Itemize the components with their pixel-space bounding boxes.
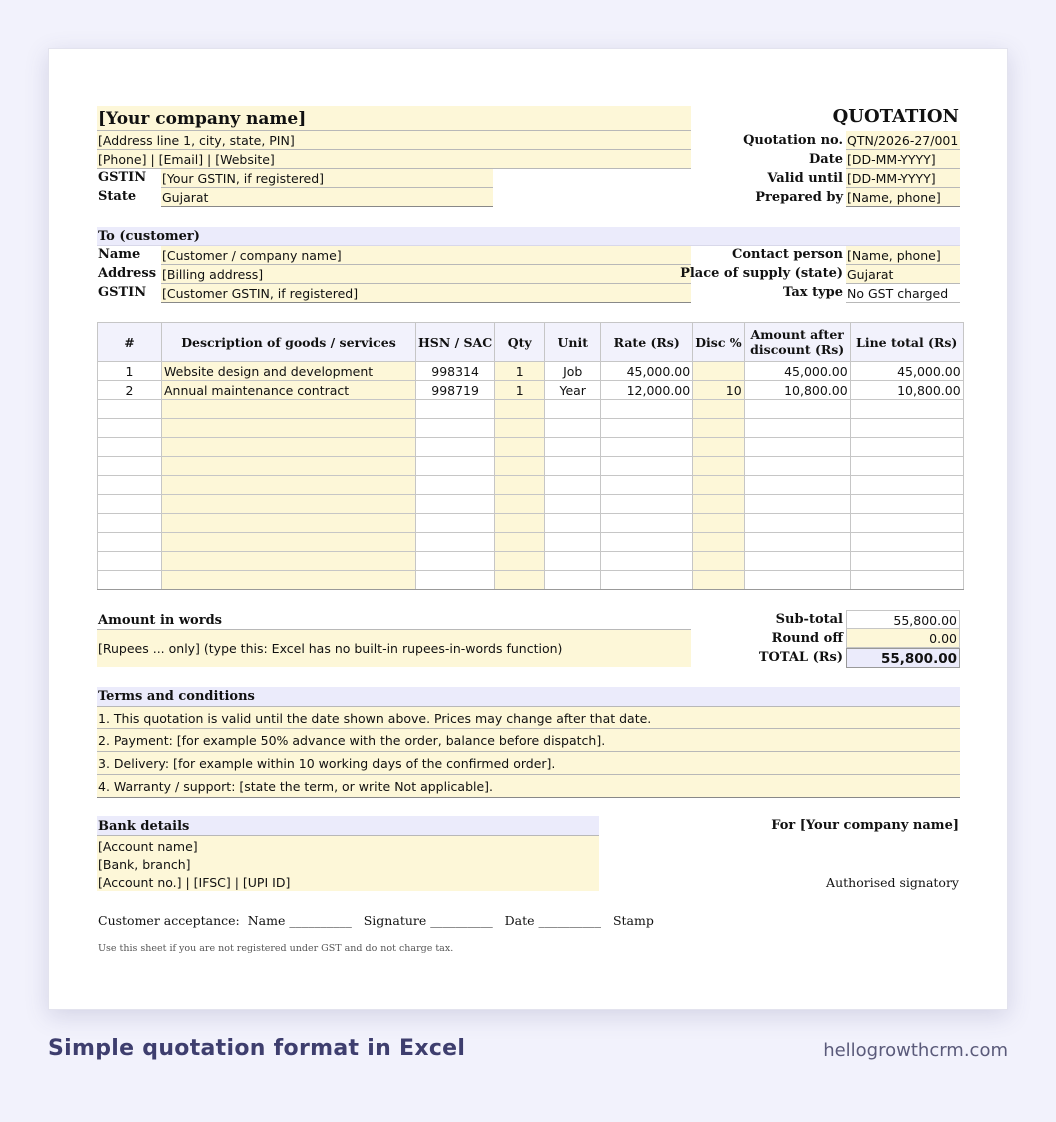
table-cell[interactable] <box>162 514 416 533</box>
tax-type-label: Tax type <box>782 285 843 300</box>
table-cell[interactable] <box>545 457 601 476</box>
table-cell[interactable] <box>495 552 545 571</box>
date-label: Date <box>809 152 843 167</box>
terms-line-1[interactable]: 1. This quotation is valid until the date shown above. Prices may change after that date. <box>97 706 960 729</box>
table-cell[interactable] <box>545 400 601 419</box>
terms-line-3[interactable]: 3. Delivery: [for example within 10 working days of the confirmed order]. <box>97 752 960 775</box>
subtotal-label: Sub-total <box>775 612 843 627</box>
table-cell[interactable]: 1 <box>495 381 545 400</box>
table-row <box>98 476 964 495</box>
table-cell[interactable] <box>162 438 416 457</box>
subtotal-value[interactable]: 55,800.00 <box>846 610 960 629</box>
table-cell[interactable] <box>850 438 963 457</box>
items-col-header: Rate (Rs) <box>601 323 693 362</box>
quotation-no-field[interactable]: QTN/2026-27/001 <box>847 133 959 148</box>
table-cell[interactable] <box>545 571 601 590</box>
table-cell[interactable] <box>495 438 545 457</box>
table-cell[interactable] <box>850 419 963 438</box>
table-cell[interactable] <box>416 552 495 571</box>
quotation-sheet <box>48 48 1008 1010</box>
items-col-header: Qty <box>495 323 545 362</box>
amount-in-words-label: Amount in words <box>97 611 691 630</box>
terms-header: Terms and conditions <box>97 687 960 706</box>
table-cell[interactable]: Annual maintenance contract <box>162 381 416 400</box>
place-of-supply-label: Place of supply (state) <box>680 266 843 281</box>
table-cell[interactable] <box>545 552 601 571</box>
table-cell[interactable]: 10,800.00 <box>850 381 963 400</box>
table-cell[interactable] <box>495 495 545 514</box>
table-cell[interactable]: Job <box>545 362 601 381</box>
bank-account-details: [Account no.] | [IFSC] | [UPI ID] <box>98 875 291 890</box>
table-cell[interactable] <box>693 571 744 590</box>
table-cell[interactable] <box>495 514 545 533</box>
table-cell[interactable] <box>693 419 744 438</box>
table-cell[interactable] <box>744 495 850 514</box>
place-of-supply-field[interactable]: Gujarat <box>846 265 960 284</box>
table-cell[interactable] <box>495 419 545 438</box>
table-cell[interactable] <box>162 457 416 476</box>
table-cell[interactable] <box>693 362 744 381</box>
table-cell[interactable] <box>416 476 495 495</box>
table-cell[interactable]: 45,000.00 <box>744 362 850 381</box>
table-cell[interactable] <box>601 400 693 419</box>
doc-title: QUOTATION <box>832 106 959 127</box>
table-cell[interactable] <box>744 514 850 533</box>
table-cell[interactable] <box>601 457 693 476</box>
table-cell[interactable] <box>545 533 601 552</box>
table-cell[interactable] <box>495 457 545 476</box>
bank-account-name: [Account name] <box>98 839 198 854</box>
table-cell[interactable] <box>495 571 545 590</box>
table-cell[interactable] <box>98 533 162 552</box>
table-cell[interactable] <box>545 419 601 438</box>
table-cell[interactable]: 1 <box>495 362 545 381</box>
company-name[interactable]: [Your company name] <box>97 106 691 131</box>
tax-type-field[interactable]: No GST charged <box>846 284 960 303</box>
customer-gstin-label: GSTIN <box>98 285 147 300</box>
bank-branch: [Bank, branch] <box>98 857 191 872</box>
seller-gstin-label: GSTIN <box>98 170 147 185</box>
company-address[interactable]: [Address line 1, city, state, PIN] <box>97 131 691 150</box>
table-cell[interactable] <box>495 400 545 419</box>
table-cell[interactable] <box>850 571 963 590</box>
table-cell[interactable] <box>850 400 963 419</box>
table-cell[interactable] <box>601 552 693 571</box>
terms-line-2[interactable]: 2. Payment: [for example 50% advance with the order, balance before dispatch]. <box>97 729 960 752</box>
table-cell[interactable] <box>744 571 850 590</box>
table-cell[interactable] <box>850 533 963 552</box>
table-cell[interactable] <box>416 571 495 590</box>
valid-until-label: Valid until <box>767 171 843 186</box>
table-cell[interactable] <box>545 438 601 457</box>
table-cell[interactable] <box>416 514 495 533</box>
table-cell[interactable] <box>744 552 850 571</box>
table-cell[interactable] <box>850 495 963 514</box>
items-col-header: Disc % <box>693 323 744 362</box>
table-cell[interactable] <box>416 419 495 438</box>
table-cell[interactable] <box>416 457 495 476</box>
site-url[interactable]: hellogrowthcrm.com <box>823 1040 1008 1061</box>
items-col-header: # <box>98 323 162 362</box>
seller-state-label: State <box>98 189 137 204</box>
table-row <box>98 419 964 438</box>
items-table <box>97 322 964 590</box>
table-cell[interactable]: 998314 <box>416 362 495 381</box>
items-col-header: Unit <box>545 323 601 362</box>
table-row <box>98 495 964 514</box>
table-cell[interactable] <box>850 514 963 533</box>
table-cell[interactable] <box>693 400 744 419</box>
table-cell[interactable] <box>693 514 744 533</box>
table-cell[interactable] <box>98 476 162 495</box>
table-cell[interactable] <box>98 495 162 514</box>
bank-details-field[interactable] <box>97 836 599 891</box>
caption-title: Simple quotation format in Excel <box>48 1036 466 1061</box>
table-cell[interactable] <box>162 552 416 571</box>
for-company-label: For [Your company name] <box>771 818 959 833</box>
table-cell[interactable] <box>416 495 495 514</box>
table-cell[interactable] <box>416 533 495 552</box>
table-cell[interactable]: 45,000.00 <box>601 362 693 381</box>
seller-gstin-field[interactable]: [Your GSTIN, if registered] <box>161 169 493 188</box>
contact-person-label: Contact person <box>732 247 843 262</box>
table-cell[interactable] <box>98 400 162 419</box>
table-cell[interactable]: 1 <box>98 362 162 381</box>
customer-name-field[interactable]: [Customer / company name] <box>161 246 691 265</box>
table-cell[interactable] <box>545 495 601 514</box>
table-cell[interactable] <box>601 438 693 457</box>
table-row <box>98 552 964 571</box>
table-cell[interactable] <box>693 438 744 457</box>
table-cell[interactable] <box>416 400 495 419</box>
table-cell[interactable] <box>98 552 162 571</box>
table-cell[interactable] <box>162 495 416 514</box>
table-cell[interactable]: 45,000.00 <box>850 362 963 381</box>
customer-address-field[interactable]: [Billing address] <box>161 265 691 284</box>
bank-header: Bank details <box>97 816 599 836</box>
table-cell[interactable] <box>744 438 850 457</box>
round-off-value[interactable]: 0.00 <box>846 629 960 648</box>
table-cell[interactable]: 2 <box>98 381 162 400</box>
table-cell[interactable] <box>744 533 850 552</box>
table-cell[interactable] <box>601 571 693 590</box>
table-cell[interactable] <box>601 533 693 552</box>
table-cell[interactable] <box>601 419 693 438</box>
table-cell[interactable]: 10,800.00 <box>744 381 850 400</box>
table-cell[interactable] <box>744 476 850 495</box>
quotation-no-label: Quotation no. <box>743 133 843 148</box>
table-cell[interactable] <box>98 571 162 590</box>
items-col-header: Amount after discount (Rs) <box>744 323 850 362</box>
table-cell[interactable] <box>416 438 495 457</box>
table-row <box>98 571 964 590</box>
table-cell[interactable] <box>545 476 601 495</box>
table-cell[interactable] <box>744 457 850 476</box>
contact-person-field[interactable]: [Name, phone] <box>846 246 960 265</box>
total-value[interactable]: 55,800.00 <box>846 648 960 668</box>
table-row <box>98 438 964 457</box>
table-cell[interactable] <box>162 533 416 552</box>
table-cell[interactable] <box>162 476 416 495</box>
table-cell[interactable] <box>601 514 693 533</box>
table-row <box>98 533 964 552</box>
table-cell[interactable] <box>495 533 545 552</box>
seller-state-field[interactable]: Gujarat <box>161 188 493 207</box>
total-label: TOTAL (Rs) <box>758 650 843 665</box>
customer-name-label: Name <box>98 247 141 262</box>
company-contact[interactable]: [Phone] | [Email] | [Website] <box>97 150 691 169</box>
table-row <box>98 457 964 476</box>
table-row <box>98 381 964 400</box>
table-cell[interactable] <box>98 514 162 533</box>
table-cell[interactable] <box>162 419 416 438</box>
date-field[interactable]: [DD-MM-YYYY] <box>846 150 960 169</box>
table-cell[interactable] <box>850 552 963 571</box>
table-cell[interactable] <box>98 457 162 476</box>
table-cell[interactable] <box>98 438 162 457</box>
table-row <box>98 514 964 533</box>
table-cell[interactable]: 12,000.00 <box>601 381 693 400</box>
table-row <box>98 400 964 419</box>
table-cell[interactable] <box>693 533 744 552</box>
customer-acceptance-line: Customer acceptance: Name __________ Signature __________ Date __________ Stamp <box>98 913 654 928</box>
table-cell[interactable]: 10 <box>693 381 744 400</box>
table-cell[interactable] <box>693 552 744 571</box>
table-cell[interactable] <box>744 400 850 419</box>
customer-section-header: To (customer) <box>97 227 960 246</box>
table-cell[interactable] <box>693 457 744 476</box>
prepared-by-label: Prepared by <box>755 190 843 205</box>
footnote: Use this sheet if you are not registered under GST and do not charge tax. <box>98 943 454 954</box>
round-off-label: Round off <box>771 631 843 646</box>
valid-until-field[interactable]: [DD-MM-YYYY] <box>846 169 960 188</box>
table-cell[interactable]: Year <box>545 381 601 400</box>
table-cell[interactable] <box>98 419 162 438</box>
prepared-by-field[interactable]: [Name, phone] <box>846 188 960 207</box>
amount-in-words-field[interactable]: [Rupees ... only] (type this: Excel has no built-in rupees-in-words function) <box>97 630 691 667</box>
table-cell[interactable] <box>850 476 963 495</box>
items-header-row <box>98 323 964 362</box>
customer-address-label: Address <box>98 266 157 281</box>
customer-gstin-field[interactable]: [Customer GSTIN, if registered] <box>161 284 691 303</box>
authorised-signatory-label: Authorised signatory <box>826 875 959 890</box>
table-cell[interactable]: 998719 <box>416 381 495 400</box>
table-row <box>98 362 964 381</box>
table-cell[interactable] <box>601 495 693 514</box>
items-col-header: HSN / SAC <box>416 323 495 362</box>
table-cell[interactable] <box>545 514 601 533</box>
table-cell[interactable] <box>693 495 744 514</box>
items-body <box>98 362 964 590</box>
table-cell[interactable] <box>601 476 693 495</box>
items-col-header: Line total (Rs) <box>850 323 963 362</box>
table-cell[interactable] <box>162 400 416 419</box>
table-cell[interactable]: Website design and development <box>162 362 416 381</box>
table-cell[interactable] <box>495 476 545 495</box>
table-cell[interactable] <box>162 571 416 590</box>
items-col-header: Description of goods / services <box>162 323 416 362</box>
table-cell[interactable] <box>744 419 850 438</box>
table-cell[interactable] <box>693 476 744 495</box>
terms-line-4[interactable]: 4. Warranty / support: [state the term, or write Not applicable]. <box>97 775 960 798</box>
table-cell[interactable] <box>850 457 963 476</box>
